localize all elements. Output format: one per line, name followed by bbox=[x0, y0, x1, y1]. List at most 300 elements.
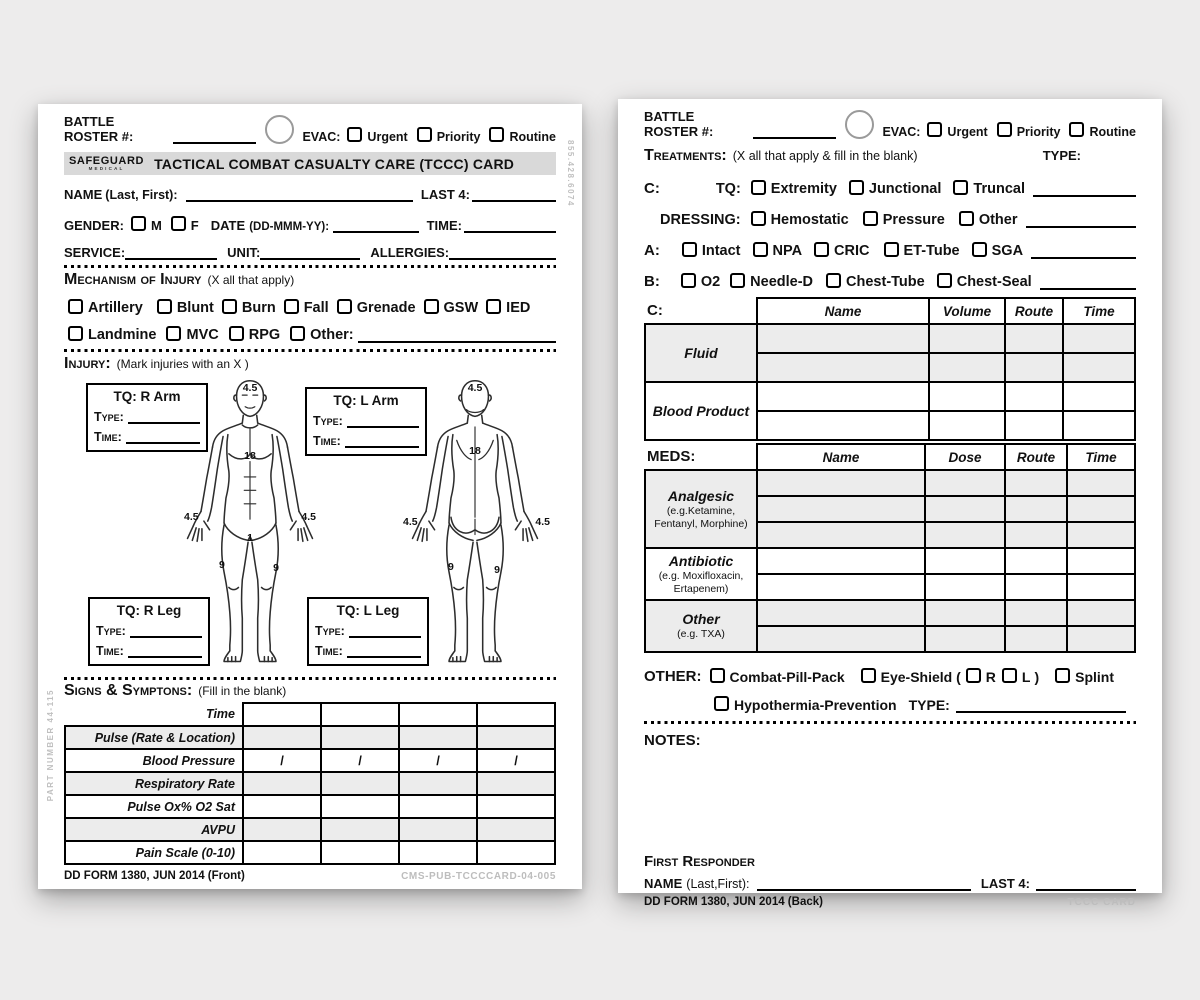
publication-code: CMS-PUB-TCCCCARD-04-005 bbox=[401, 871, 556, 882]
evac-priority-option[interactable]: Priority bbox=[417, 127, 481, 144]
meds-cell[interactable] bbox=[757, 548, 925, 574]
tq-r-leg-title: TQ: R Leg bbox=[116, 603, 182, 618]
hole-punch-circle bbox=[845, 110, 874, 139]
injury-heading-row bbox=[64, 355, 556, 373]
circulation-tq-row bbox=[644, 175, 1136, 197]
checkbox-needle-d-icon[interactable] bbox=[730, 273, 745, 288]
eye-shield-paren-close: ) bbox=[1034, 669, 1040, 685]
meds-cell[interactable] bbox=[1005, 496, 1067, 522]
notes-label: NOTES: bbox=[644, 732, 701, 749]
column-header: Time bbox=[1063, 298, 1135, 324]
checkbox-priority-icon[interactable] bbox=[997, 122, 1012, 137]
table-row bbox=[645, 324, 1135, 353]
signs-cell[interactable] bbox=[243, 772, 321, 795]
mech-burn[interactable]: Burn bbox=[222, 299, 276, 316]
tq-l-leg-title: TQ: L Leg bbox=[336, 603, 400, 618]
rule-of-nines-label: 4.5 bbox=[242, 382, 258, 394]
checkbox-urgent-icon[interactable] bbox=[927, 122, 942, 137]
dressing-hemostatic-option[interactable]: Hemostatic bbox=[751, 211, 849, 228]
tq-time-label: Time: bbox=[96, 644, 124, 658]
signs-row-label: Pain Scale (0-10) bbox=[65, 841, 243, 864]
signs-table bbox=[64, 702, 556, 865]
dotted-divider bbox=[64, 265, 556, 268]
breathing-o2-option[interactable]: O2 bbox=[681, 273, 720, 290]
treatments-heading: Treatments: bbox=[644, 147, 727, 164]
evac-urgent-option[interactable]: Urgent bbox=[927, 122, 987, 139]
date-label: DATE bbox=[210, 218, 246, 233]
tq-time-blank[interactable] bbox=[347, 643, 421, 658]
signs-cell[interactable]: / bbox=[243, 749, 321, 772]
blood-product-cell[interactable] bbox=[757, 382, 929, 411]
fluid-cell[interactable] bbox=[757, 353, 929, 382]
battle-roster-label: BATTLE ROSTER #: bbox=[64, 114, 134, 144]
airway-et-tube-option[interactable]: ET-Tube bbox=[884, 242, 960, 259]
tq-time-blank[interactable] bbox=[128, 643, 202, 658]
checkbox-fall-icon[interactable] bbox=[284, 299, 299, 314]
responder-name-row bbox=[644, 872, 1136, 891]
table-row bbox=[65, 703, 555, 726]
responder-last4-blank[interactable] bbox=[1036, 876, 1136, 891]
tq-junctional-option[interactable]: Junctional bbox=[849, 180, 942, 197]
injury-diagram-area bbox=[64, 375, 556, 677]
last4-blank[interactable] bbox=[472, 187, 556, 202]
airway-detail-blank[interactable] bbox=[1031, 244, 1136, 259]
eye-shield-l-option[interactable]: L bbox=[1002, 668, 1031, 685]
signs-cell[interactable] bbox=[321, 818, 399, 841]
tq-type-label: Type: bbox=[313, 414, 343, 428]
checkbox-splint-icon[interactable] bbox=[1055, 668, 1070, 683]
mech-fall[interactable]: Fall bbox=[284, 299, 329, 316]
name-row bbox=[64, 184, 556, 202]
airway-npa-option[interactable]: NPA bbox=[753, 242, 803, 259]
mech-rpg[interactable]: RPG bbox=[229, 326, 280, 343]
tq-l-arm-title: TQ: L Arm bbox=[333, 393, 399, 408]
injury-heading: Injury: bbox=[64, 355, 111, 372]
evac-routine-option[interactable]: Routine bbox=[1069, 122, 1136, 139]
checkbox-female-icon[interactable] bbox=[171, 216, 186, 231]
part-number-edge-text: PART NUMBER 44-115 bbox=[46, 689, 55, 802]
mech-other[interactable]: Other: bbox=[290, 326, 354, 343]
checkbox-eye-shield-r-icon[interactable] bbox=[966, 668, 981, 683]
battle-roster-blank[interactable] bbox=[173, 129, 256, 144]
responder-name-note: (Last,First): bbox=[686, 877, 750, 891]
checkbox-artillery-icon[interactable] bbox=[68, 299, 83, 314]
signs-row-label: Pulse (Rate & Location) bbox=[65, 726, 243, 749]
checkbox-rpg-icon[interactable] bbox=[229, 326, 244, 341]
blood-product-cell[interactable] bbox=[929, 411, 1005, 440]
checkbox-routine-icon[interactable] bbox=[1069, 122, 1084, 137]
meds-cell[interactable] bbox=[925, 574, 1005, 600]
signs-cell[interactable] bbox=[321, 726, 399, 749]
tccc-card-back-page bbox=[618, 99, 1162, 908]
other-label: OTHER: bbox=[644, 668, 702, 685]
signs-cell[interactable] bbox=[477, 703, 555, 726]
dressing-pressure-option[interactable]: Pressure bbox=[863, 211, 945, 228]
table-row bbox=[645, 444, 1135, 470]
time-label: TIME: bbox=[426, 218, 462, 233]
treatments-heading-row bbox=[644, 147, 1136, 167]
signs-cell[interactable] bbox=[399, 818, 477, 841]
signs-cell[interactable] bbox=[477, 772, 555, 795]
signs-cell[interactable] bbox=[477, 795, 555, 818]
tq-detail-blank[interactable] bbox=[1033, 182, 1136, 197]
evac-urgent-option[interactable]: Urgent bbox=[347, 127, 407, 144]
breathing-detail-blank[interactable] bbox=[1040, 275, 1136, 290]
fluid-cell[interactable] bbox=[1005, 324, 1063, 353]
splint-option[interactable]: Splint bbox=[1055, 668, 1114, 685]
evac-label: EVAC: bbox=[302, 130, 341, 144]
signs-row-label: Pulse Ox% O2 Sat bbox=[65, 795, 243, 818]
meds-cell[interactable] bbox=[1067, 574, 1135, 600]
meds-cell[interactable] bbox=[1005, 548, 1067, 574]
signs-heading: Signs & Symptons: bbox=[64, 682, 193, 699]
mechanism-heading-row bbox=[64, 271, 556, 290]
unit-label: UNIT: bbox=[227, 245, 261, 260]
column-header: Volume bbox=[929, 298, 1005, 324]
meds-cell[interactable] bbox=[1067, 548, 1135, 574]
signs-cell[interactable] bbox=[399, 772, 477, 795]
tq-time-label: Time: bbox=[94, 430, 122, 444]
signs-cell[interactable] bbox=[321, 795, 399, 818]
service-row bbox=[64, 242, 556, 260]
date-blank[interactable] bbox=[333, 218, 419, 233]
unit-blank[interactable] bbox=[260, 245, 360, 260]
meds-cell[interactable] bbox=[1067, 626, 1135, 652]
tq-time-label: Time: bbox=[315, 644, 343, 658]
meds-cell[interactable] bbox=[1005, 626, 1067, 652]
checkbox-npa-icon[interactable] bbox=[753, 242, 768, 257]
meds-cell[interactable] bbox=[925, 522, 1005, 548]
hypothermia-prevention-option[interactable]: Hypothermia-Prevention bbox=[714, 696, 897, 713]
signs-cell[interactable] bbox=[243, 795, 321, 818]
checkbox-eye-shield-l-icon[interactable] bbox=[1002, 668, 1017, 683]
mech-landmine[interactable]: Landmine bbox=[68, 326, 156, 343]
rule-of-nines-label: 1 bbox=[247, 532, 253, 544]
signs-cell[interactable]: / bbox=[321, 749, 399, 772]
signs-cell[interactable] bbox=[321, 772, 399, 795]
meds-cell[interactable] bbox=[1067, 496, 1135, 522]
tq-truncal-option[interactable]: Truncal bbox=[953, 180, 1025, 197]
fluid-row-label: Fluid bbox=[645, 324, 757, 382]
blood-product-row-label: Blood Product bbox=[645, 382, 757, 440]
allergies-label: ALLERGIES: bbox=[370, 245, 450, 260]
meds-cell[interactable] bbox=[925, 600, 1005, 626]
checkbox-gsw-icon[interactable] bbox=[424, 299, 439, 314]
signs-cell[interactable] bbox=[243, 841, 321, 864]
dressing-other-option[interactable]: Other bbox=[959, 211, 1018, 228]
meds-cell[interactable] bbox=[925, 496, 1005, 522]
hypothermia-type-label: TYPE: bbox=[908, 697, 950, 713]
eye-shield-r-option[interactable]: R bbox=[966, 668, 996, 685]
tq-extremity-option[interactable]: Extremity bbox=[751, 180, 837, 197]
signs-cell[interactable] bbox=[243, 726, 321, 749]
combat-pill-pack-option[interactable]: Combat-Pill-Pack bbox=[710, 668, 845, 685]
meds-cell[interactable] bbox=[757, 600, 925, 626]
gender-m-option[interactable]: M bbox=[131, 216, 162, 233]
dressing-row bbox=[644, 206, 1136, 228]
dressing-label: DRESSING: bbox=[660, 212, 741, 228]
tq-type-label: Type: bbox=[315, 624, 345, 638]
rule-of-nines-label: 4.5 bbox=[403, 516, 418, 528]
signs-heading-row bbox=[64, 682, 556, 699]
form-number: DD FORM 1380, JUN 2014 (Back) bbox=[644, 896, 823, 908]
treatments-note: (X all that apply & fill in the blank) bbox=[732, 149, 918, 163]
checkbox-cric-icon[interactable] bbox=[814, 242, 829, 257]
time-blank[interactable] bbox=[464, 218, 556, 233]
hypothermia-type-blank[interactable] bbox=[956, 698, 1126, 713]
a-label: A: bbox=[644, 242, 660, 259]
fluid-cell[interactable] bbox=[1063, 353, 1135, 382]
meds-cell[interactable] bbox=[1005, 574, 1067, 600]
battle-roster-row bbox=[644, 109, 1136, 139]
fluid-cell[interactable] bbox=[929, 353, 1005, 382]
responder-last4-label: LAST 4: bbox=[980, 876, 1030, 891]
responder-name-label: NAME bbox=[644, 876, 683, 891]
name-blank[interactable] bbox=[186, 187, 413, 202]
tq-l-leg-box[interactable] bbox=[307, 597, 429, 666]
dotted-divider bbox=[644, 721, 1136, 724]
antibiotic-row-label: Antibiotic (e.g. Moxifloxacin, Ertapenem) bbox=[645, 548, 757, 600]
rule-of-nines-label: 9 bbox=[494, 564, 500, 576]
checkbox-combat-pill-pack-icon[interactable] bbox=[710, 668, 725, 683]
blood-product-cell[interactable] bbox=[1063, 382, 1135, 411]
column-header: Name bbox=[757, 444, 925, 470]
dotted-divider bbox=[64, 349, 556, 352]
table-row bbox=[645, 382, 1135, 411]
signs-row-label: Respiratory Rate bbox=[65, 772, 243, 795]
other-med-row-label: Other (e.g. TXA) bbox=[645, 600, 757, 652]
tq-type-blank[interactable] bbox=[128, 409, 200, 424]
mech-blunt[interactable]: Blunt bbox=[157, 299, 214, 316]
signs-cell[interactable] bbox=[399, 703, 477, 726]
rule-of-nines-label: 9 bbox=[448, 561, 454, 573]
signs-cell[interactable] bbox=[243, 703, 321, 726]
mechanism-row-2 bbox=[64, 323, 556, 343]
meds-cell[interactable] bbox=[1067, 470, 1135, 496]
column-header: Route bbox=[1005, 298, 1063, 324]
mech-gsw[interactable]: GSW bbox=[424, 299, 479, 316]
airway-sga-option[interactable]: SGA bbox=[972, 242, 1023, 259]
service-label: SERVICE: bbox=[64, 245, 126, 260]
checkbox-routine-icon[interactable] bbox=[489, 127, 504, 142]
meds-cell[interactable] bbox=[1067, 522, 1135, 548]
checkbox-landmine-icon[interactable] bbox=[68, 326, 83, 341]
airway-cric-option[interactable]: CRIC bbox=[814, 242, 869, 259]
table-row bbox=[65, 772, 555, 795]
table-row bbox=[645, 600, 1135, 626]
mech-mvc[interactable]: MVC bbox=[166, 326, 218, 343]
evac-label: EVAC: bbox=[882, 125, 921, 139]
blood-product-cell[interactable] bbox=[1005, 411, 1063, 440]
type-label: TYPE: bbox=[1042, 148, 1081, 163]
column-header: Time bbox=[1067, 444, 1135, 470]
checkbox-burn-icon[interactable] bbox=[222, 299, 237, 314]
tq-r-arm-title: TQ: R Arm bbox=[113, 389, 181, 404]
mech-other-blank[interactable] bbox=[358, 328, 556, 343]
front-footer bbox=[64, 870, 556, 882]
service-blank[interactable] bbox=[125, 245, 217, 260]
signs-cell[interactable] bbox=[399, 726, 477, 749]
mechanism-note: (X all that apply) bbox=[207, 273, 295, 287]
table-row bbox=[645, 470, 1135, 496]
rule-of-nines-label: 9 bbox=[219, 559, 225, 571]
airway-intact-option[interactable]: Intact bbox=[682, 242, 741, 259]
fluid-cell[interactable] bbox=[1063, 324, 1135, 353]
tq-label: TQ: bbox=[715, 181, 741, 197]
gender-f-option[interactable]: F bbox=[171, 216, 199, 233]
checkbox-truncal-icon[interactable] bbox=[953, 180, 968, 195]
tq-type-blank[interactable] bbox=[130, 623, 202, 638]
tq-l-arm-box[interactable] bbox=[305, 387, 427, 456]
signs-cell[interactable] bbox=[477, 818, 555, 841]
meds-cell[interactable] bbox=[757, 522, 925, 548]
signs-cell[interactable] bbox=[243, 818, 321, 841]
signs-cell[interactable]: / bbox=[399, 749, 477, 772]
signs-row-label: Time bbox=[65, 703, 243, 726]
mech-artillery[interactable]: Artillery bbox=[68, 299, 143, 316]
eye-shield-option[interactable]: Eye-Shield ( bbox=[861, 668, 961, 685]
name-label: NAME bbox=[64, 187, 103, 202]
other-treatments-row bbox=[644, 663, 1136, 685]
signs-cell[interactable] bbox=[399, 795, 477, 818]
evac-routine-option[interactable]: Routine bbox=[489, 127, 556, 144]
date-format-note: (DD-MMM-YY): bbox=[249, 221, 330, 233]
breathing-needle-d-option[interactable]: Needle-D bbox=[730, 273, 813, 290]
blood-product-cell[interactable] bbox=[1063, 411, 1135, 440]
meds-cell[interactable] bbox=[1005, 522, 1067, 548]
card-title: TACTICAL COMBAT CASUALTY CARE (TCCC) CARD bbox=[154, 155, 515, 172]
rule-of-nines-label: 9 bbox=[273, 562, 279, 574]
tq-time-blank[interactable] bbox=[345, 433, 419, 448]
checkbox-chest-tube-icon[interactable] bbox=[826, 273, 841, 288]
column-header: Name bbox=[757, 298, 929, 324]
title-bar bbox=[64, 152, 556, 175]
last4-label: LAST 4: bbox=[420, 187, 470, 202]
injury-note: (Mark injuries with an X ) bbox=[116, 357, 249, 371]
checkbox-intact-icon[interactable] bbox=[682, 242, 697, 257]
checkbox-other-icon[interactable] bbox=[290, 326, 305, 341]
column-header: Route bbox=[1005, 444, 1067, 470]
allergies-blank[interactable] bbox=[449, 245, 556, 260]
checkbox-urgent-icon[interactable] bbox=[347, 127, 362, 142]
fluid-cell[interactable] bbox=[757, 324, 929, 353]
tq-time-label: Time: bbox=[313, 434, 341, 448]
meds-cell[interactable] bbox=[925, 626, 1005, 652]
checkbox-extremity-icon[interactable] bbox=[751, 180, 766, 195]
rule-of-nines-label: 18 bbox=[469, 445, 481, 457]
signs-cell[interactable] bbox=[321, 703, 399, 726]
tq-r-arm-box[interactable] bbox=[86, 383, 208, 452]
table-row bbox=[65, 818, 555, 841]
signs-cell[interactable] bbox=[399, 841, 477, 864]
meds-cell[interactable] bbox=[757, 470, 925, 496]
notes-blank-area[interactable] bbox=[644, 749, 1136, 852]
table-row bbox=[65, 726, 555, 749]
meds-cell[interactable] bbox=[1067, 600, 1135, 626]
signs-cell[interactable] bbox=[477, 726, 555, 749]
table-row bbox=[645, 548, 1135, 574]
checkbox-male-icon[interactable] bbox=[131, 216, 146, 231]
checkbox-sga-icon[interactable] bbox=[972, 242, 987, 257]
fluid-cell[interactable] bbox=[929, 324, 1005, 353]
meds-cell[interactable] bbox=[1005, 470, 1067, 496]
checkbox-chest-seal-icon[interactable] bbox=[937, 273, 952, 288]
fluids-section-label: C: bbox=[647, 302, 663, 319]
blood-product-cell[interactable] bbox=[1005, 382, 1063, 411]
mech-grenade[interactable]: Grenade bbox=[337, 299, 416, 316]
gender-label: GENDER: bbox=[64, 218, 124, 233]
safeguard-medical-logo: SAFEGUARD MEDICAL bbox=[69, 154, 145, 171]
checkbox-pressure-icon[interactable] bbox=[863, 211, 878, 226]
checkbox-eye-shield-icon[interactable] bbox=[861, 668, 876, 683]
battle-roster-blank[interactable] bbox=[753, 124, 836, 139]
tq-r-leg-box[interactable] bbox=[88, 597, 210, 666]
table-row bbox=[65, 841, 555, 864]
hypothermia-row bbox=[644, 691, 1136, 713]
checkbox-hemostatic-icon[interactable] bbox=[751, 211, 766, 226]
meds-section-label: MEDS: bbox=[647, 448, 696, 465]
checkbox-blunt-icon[interactable] bbox=[157, 299, 172, 314]
signs-cell[interactable] bbox=[321, 841, 399, 864]
first-responder-heading-row bbox=[644, 852, 1136, 870]
checkbox-junctional-icon[interactable] bbox=[849, 180, 864, 195]
tq-type-blank[interactable] bbox=[349, 623, 421, 638]
evac-priority-option[interactable]: Priority bbox=[997, 122, 1061, 139]
tq-type-blank[interactable] bbox=[347, 413, 419, 428]
checkbox-priority-icon[interactable] bbox=[417, 127, 432, 142]
meds-cell[interactable] bbox=[757, 626, 925, 652]
tq-type-label: Type: bbox=[96, 624, 126, 638]
blood-product-cell[interactable] bbox=[757, 411, 929, 440]
phone-edge-text: 855.428.6074 bbox=[566, 140, 575, 207]
rule-of-nines-label: 4.5 bbox=[184, 511, 199, 523]
tccc-card-watermark: TCCC CARD bbox=[1067, 897, 1136, 908]
breathing-row bbox=[644, 268, 1136, 290]
meds-cell[interactable] bbox=[757, 496, 925, 522]
fluid-cell[interactable] bbox=[1005, 353, 1063, 382]
mech-ied[interactable]: IED bbox=[486, 299, 530, 316]
signs-cell[interactable]: / bbox=[477, 749, 555, 772]
meds-cell[interactable] bbox=[925, 470, 1005, 496]
signs-cell[interactable] bbox=[477, 841, 555, 864]
breathing-chest-tube-option[interactable]: Chest-Tube bbox=[826, 273, 925, 290]
checkbox-ied-icon[interactable] bbox=[486, 299, 501, 314]
meds-table bbox=[644, 443, 1136, 653]
meds-cell[interactable] bbox=[925, 548, 1005, 574]
checkbox-mvc-icon[interactable] bbox=[166, 326, 181, 341]
responder-name-blank[interactable] bbox=[757, 876, 970, 891]
checkbox-grenade-icon[interactable] bbox=[337, 299, 352, 314]
breathing-chest-seal-option[interactable]: Chest-Seal bbox=[937, 273, 1032, 290]
form-number: DD FORM 1380, JUN 2014 (Front) bbox=[64, 870, 245, 882]
checkbox-hypothermia-icon[interactable] bbox=[714, 696, 729, 711]
checkbox-o2-icon[interactable] bbox=[681, 273, 696, 288]
meds-cell[interactable] bbox=[757, 574, 925, 600]
battle-roster-label: BATTLE ROSTER #: bbox=[644, 109, 714, 139]
rule-of-nines-label: 4.5 bbox=[467, 382, 483, 394]
fluids-table bbox=[644, 297, 1136, 441]
meds-cell[interactable] bbox=[1005, 600, 1067, 626]
gender-date-row bbox=[64, 215, 556, 233]
checkbox-dressing-other-icon[interactable] bbox=[959, 211, 974, 226]
rule-of-nines-label: 4.5 bbox=[535, 516, 550, 528]
notes-heading-row bbox=[644, 729, 1136, 749]
dressing-detail-blank[interactable] bbox=[1026, 213, 1137, 228]
blood-product-cell[interactable] bbox=[929, 382, 1005, 411]
tq-time-blank[interactable] bbox=[126, 429, 200, 444]
checkbox-et-tube-icon[interactable] bbox=[884, 242, 899, 257]
b-label: B: bbox=[644, 273, 660, 290]
